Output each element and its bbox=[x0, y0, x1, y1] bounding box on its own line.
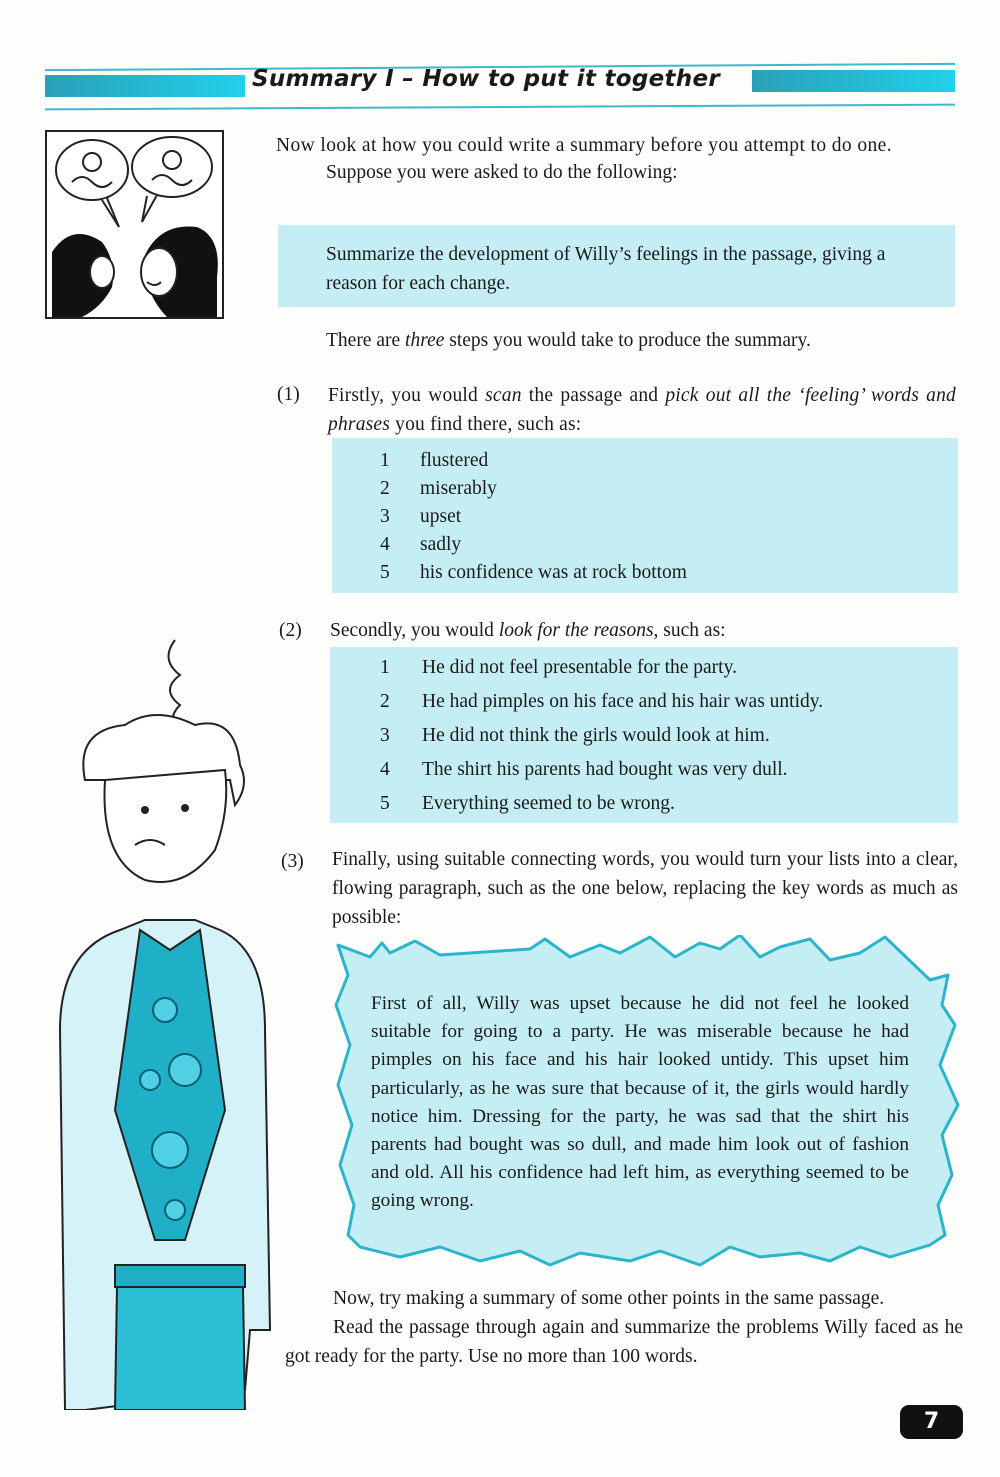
step-number: (1) bbox=[277, 384, 300, 405]
step2-e1: look for the reasons bbox=[498, 620, 654, 641]
header-rule-bottom bbox=[45, 104, 955, 111]
closing-text: Now, try making a summary of some other points in the same passage. bbox=[333, 1288, 885, 1309]
step3-text: Finally, using suitable connecting words, you would turn your lists into a clear, flowing paragraph, such as the one below, replacing the key words as much as possible: bbox=[332, 849, 958, 928]
list-item bbox=[330, 725, 958, 759]
page-number: 7 bbox=[900, 1405, 963, 1439]
step2-t2: , such as: bbox=[653, 620, 726, 641]
step1-t2: the passage and bbox=[521, 385, 666, 406]
two-kids-talking-icon bbox=[47, 132, 222, 317]
item-text: sadly bbox=[420, 534, 462, 555]
item-number: 1 bbox=[380, 657, 390, 678]
steps-intro-emphasis: three bbox=[405, 330, 445, 351]
closing-task: Read the passage through again and summarize the problems Willy faced as he got ready for the party. Use no more than 100 words. bbox=[285, 1317, 963, 1367]
item-number: 2 bbox=[380, 478, 390, 499]
task-text: Summarize the development of Willy’s feelings in the passage, giving a reason for each change. bbox=[326, 244, 886, 294]
item-number: 3 bbox=[380, 725, 390, 746]
item-number: 3 bbox=[380, 506, 390, 527]
step1-e1: scan bbox=[485, 385, 522, 406]
closing-paragraphs bbox=[285, 1284, 963, 1371]
header-bar-left bbox=[45, 75, 245, 97]
item-text: his confidence was at rock bottom bbox=[420, 562, 687, 583]
item-text: miserably bbox=[420, 478, 497, 499]
steps-intro bbox=[326, 326, 946, 355]
item-text: upset bbox=[420, 506, 462, 527]
item-number: 5 bbox=[380, 562, 390, 583]
item-text: He had pimples on his face and his hair was untidy. bbox=[422, 691, 824, 712]
list-item bbox=[332, 450, 958, 478]
intro-instruction: Suppose you were asked to do the following: bbox=[326, 162, 678, 183]
item-text: He did not think the girls would look at him. bbox=[422, 725, 770, 746]
list-item bbox=[332, 534, 958, 562]
list-item bbox=[330, 691, 958, 725]
sample-paragraph: First of all, Willy was upset because he did not feel he looked suitable for going to a party. He was miserable because he had pimples on his face and his hair looked untidy. This upset him particularly, as he was sure that because of it, the girls would hardly notice him. Dressing for the party, he was sad that the shirt his parents had bought was so dull, and made him look out of fashion and old. All his confidence had left him, as everything seemed to be going wrong. bbox=[371, 993, 909, 1212]
reasons-list bbox=[330, 647, 958, 823]
page-title: Summary I – How to put it together bbox=[252, 66, 721, 92]
item-number: 4 bbox=[380, 534, 390, 555]
list-item bbox=[332, 478, 958, 506]
intro-paragraph bbox=[276, 131, 956, 187]
item-number: 2 bbox=[380, 691, 390, 712]
step2-t1: Secondly, you would bbox=[330, 620, 499, 641]
step-number: (3) bbox=[281, 851, 304, 872]
item-number: 5 bbox=[380, 793, 390, 814]
list-item bbox=[330, 759, 958, 793]
step1-e2: pick out all the ‘feeling’ words and phrases bbox=[328, 385, 956, 435]
steps-intro-text-end: steps you would take to produce the summary. bbox=[444, 330, 811, 351]
item-number: 4 bbox=[380, 759, 390, 780]
step2-text bbox=[330, 616, 950, 645]
comic-illustration bbox=[45, 130, 224, 319]
item-text: Everything seemed to be wrong. bbox=[422, 793, 675, 814]
step1-t3: you find there, such as: bbox=[390, 414, 582, 435]
list-item bbox=[330, 657, 958, 691]
list-item bbox=[332, 562, 958, 590]
list-item bbox=[330, 793, 958, 827]
step-number: (2) bbox=[279, 620, 302, 641]
intro-text: Now look at how you could write a summary before you attempt to do one. bbox=[276, 135, 892, 156]
step1-t1: Firstly, you would bbox=[328, 385, 486, 406]
item-number: 1 bbox=[380, 450, 390, 471]
step1-text bbox=[328, 381, 956, 439]
task-box bbox=[278, 225, 955, 307]
worried-boy-illustration bbox=[45, 630, 275, 1410]
feeling-words-list bbox=[332, 438, 958, 593]
steps-intro-text: There are bbox=[326, 330, 406, 351]
item-text: He did not feel presentable for the party. bbox=[422, 657, 737, 678]
header-bar-right bbox=[752, 70, 955, 92]
item-text: The shirt his parents had bought was very dull. bbox=[422, 759, 788, 780]
item-text: flustered bbox=[420, 450, 489, 471]
list-item bbox=[332, 506, 958, 534]
